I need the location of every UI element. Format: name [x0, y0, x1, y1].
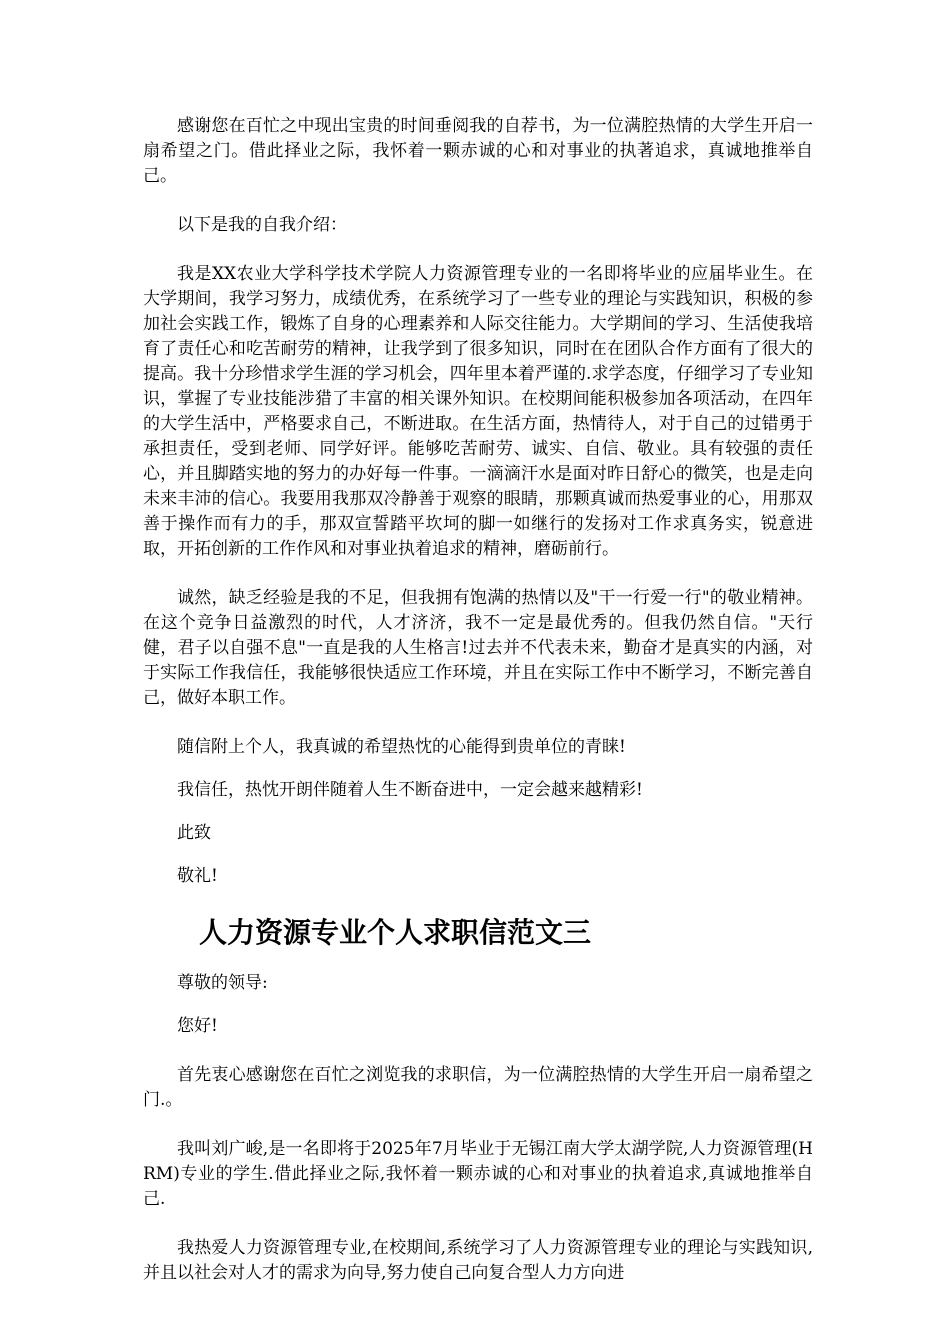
salutation: 尊敬的领导: — [177, 973, 268, 993]
paragraph-self-introduction: 我是XX农业大学科学技术学院人力资源管理专业的一名即将毕业的应届毕业生。在大学期间，我学习努力，成绩优秀，在系统学习了一些专业的理论与实践知识，积极的参加社会实践工作，锻炼了自身的心理素养和人际交往能力。大学期间的学习、生活使我培育了责任心和吃苦耐劳的精神，让我学到了很多知识，同时在在团队合作方面有了很大的提高。我十分珍惜求学生涯的学习机会，四年里本着严谨的.求学态度，仔细学习了专业知识，掌握了专业技能涉猎了丰富的相关课外知识。在校期间能积极参加各项活动，在四年的大学生活中，严格要求自己，不断进取。在生活方面，热情待人，对于自己的过错勇于承担责任，受到老师、同学好评。能够吃苦耐劳、诚实、自信、敬业。具有较强的责任心，并且脚踏实地的努力的办好每一件事。一滴滴汗水是面对昨日舒心的微笑，也是走向未来丰沛的信心。我要用我那双冷静善于观察的眼睛，那颗真诚而热爱事业的心，用那双善于操作而有力的手，那双宣誓踏平坎坷的脚一如继行的发扬对工作求真务实，锐意进取，开拓创新的工作作风和对事业执着追求的精神，磨砺前行。 — [143, 264, 813, 559]
paragraph-intro-lead: 以下是我的自我介绍： — [177, 215, 347, 235]
greeting: 您好! — [177, 1016, 218, 1036]
paragraph-opening-thanks: 首先衷心感谢您在百忙之浏览我的求职信，为一位满腔热情的大学生开启一扇希望之门.。 — [143, 1065, 813, 1110]
paragraph-confidence: 诚然，缺乏经验是我的不足，但我拥有饱满的热情以及"干一行爱一行"的敬业精神。在这个竞争日益激烈的时代，人才济济，我不一定是最优秀的。但我仍然自信。"天行健，君子以自强不息"一直是我的人生格言!过去并不代表未来，勤奋才是真实的内涵，对于实际工作我信任，我能够很快适应工作环境，并且在实际工作中不断学习，不断完善自己，做好本职工作。 — [143, 588, 813, 708]
document-body — [143, 114, 813, 1286]
paragraph-thanks: 感谢您在百忙之中现出宝贵的时间垂阅我的自荐书，为一位满腔热情的大学生开启一扇希望之门。借此择业之际，我怀着一颗赤诚的心和对事业的执著追求，真诚地推举自己。 — [143, 116, 813, 186]
paragraph-belief: 我信任，热忱开朗伴随着人生不断奋进中，一定会越来越精彩! — [177, 780, 643, 800]
paragraph-major-passion: 我热爱人力资源管理专业,在校期间,系统学习了人力资源管理专业的理论与实践知识,并且以社会对人才的需求为向导,努力使自己向复合型人力方向进 — [143, 1238, 813, 1283]
paragraph-introduction-name: 我叫刘广峻,是一名即将于2025年7月毕业于无锡江南大学太湖学院,人力资源管理(HRM)专业的学生.借此择业之际,我怀着一颗赤诚的心和对事业的执着追求,真诚地推举自己. — [143, 1139, 813, 1209]
section-heading: 人力资源专业个人求职信范文三 — [199, 916, 592, 949]
closing-jingli: 敬礼! — [177, 866, 218, 886]
closing-cizhi: 此致 — [177, 823, 211, 843]
paragraph-attachment: 随信附上个人，我真诚的希望热忱的心能得到贵单位的青睐! — [177, 737, 626, 757]
